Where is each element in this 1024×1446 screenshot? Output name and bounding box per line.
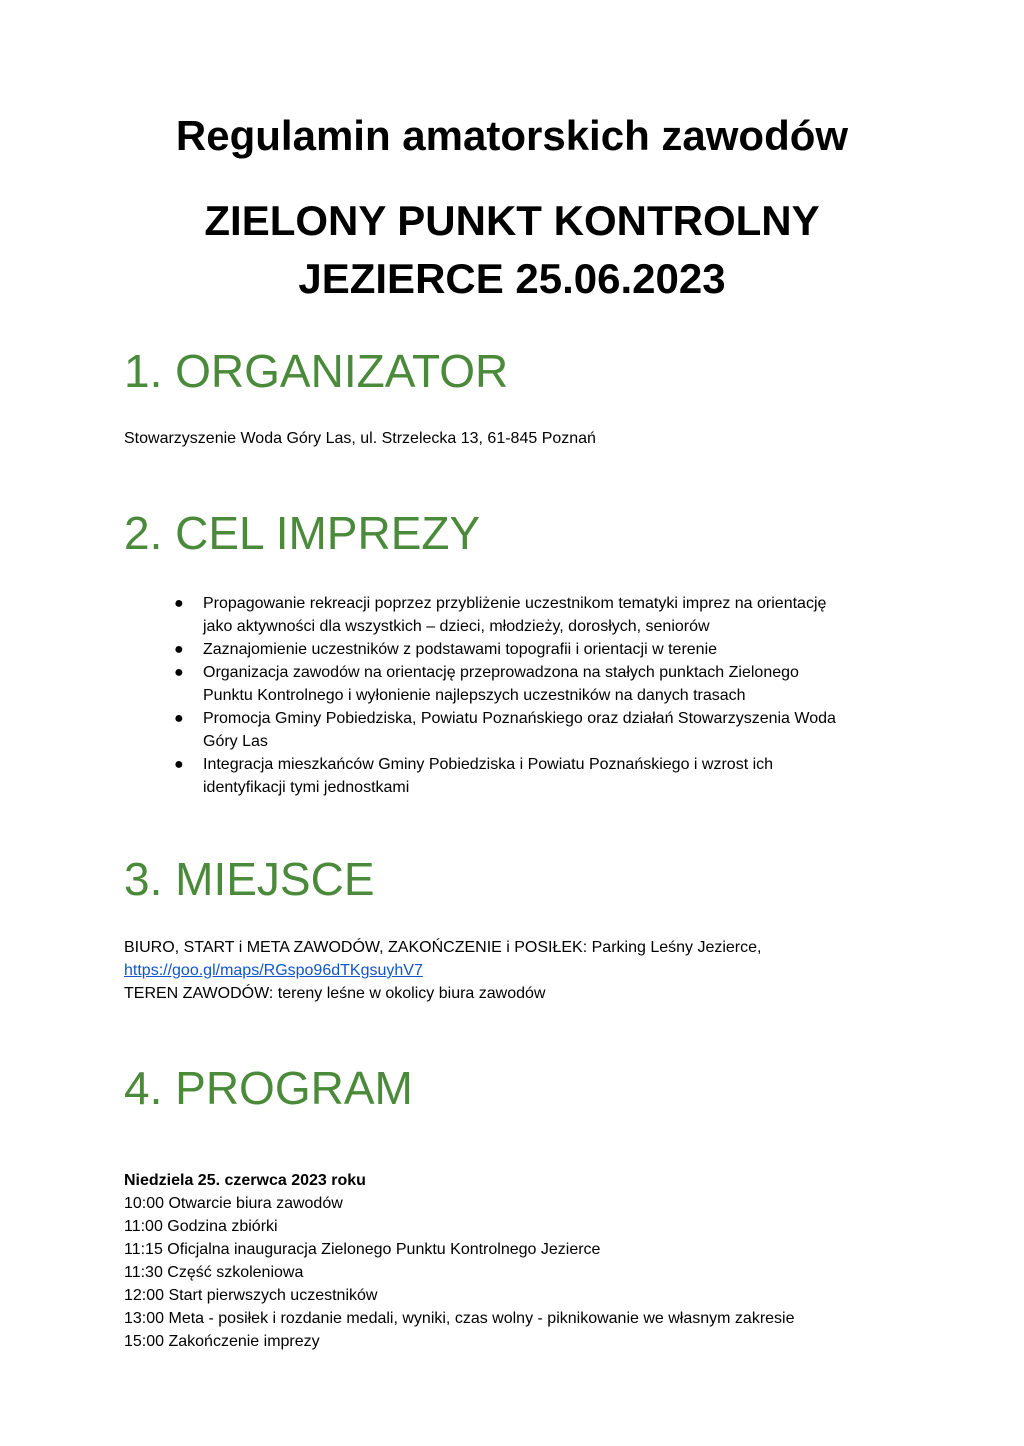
- program-item: 11:15 Oficjalna inauguracja Zielonego Punktu Kontrolnego Jezierce: [124, 1241, 601, 1258]
- office-location-text: BIURO, START i META ZAWODÓW, ZAKOŃCZENIE i POSIŁEK: Parking Leśny Jezierce,: [124, 939, 762, 956]
- list-item-line: Zaznajomienie uczestników z podstawami topografii i orientacji w terenie: [203, 641, 718, 658]
- list-item-line: Propagowanie rekreacji poprzez przybliżenie uczestnikom tematyki imprez na orientację: [203, 595, 827, 612]
- program-date: Niedziela 25. czerwca 2023 roku: [124, 1172, 366, 1189]
- list-item-line: Integracja mieszkańców Gminy Pobiedziska i Powiatu Poznańskiego i wzrost ich: [203, 756, 774, 773]
- map-link[interactable]: https://goo.gl/maps/RGspo96dTKgsuyhV7: [124, 962, 423, 979]
- organizer-text: Stowarzyszenie Woda Góry Las, ul. Strzelecka 13, 61-845 Poznań: [124, 430, 596, 447]
- bullet-icon: ●: [174, 664, 184, 681]
- list-item: [174, 753, 894, 799]
- document-title: Regulamin amatorskich zawodów: [175, 112, 849, 159]
- section-heading-organizer: 1. ORGANIZATOR: [124, 345, 509, 397]
- terrain-text: TEREN ZAWODÓW: tereny leśne w okolicy biura zawodów: [124, 985, 546, 1002]
- program-item: 13:00 Meta - posiłek i rozdanie medali, wyniki, czas wolny - piknikowanie we własnym zakresie: [124, 1310, 795, 1327]
- bullet-icon: ●: [174, 595, 184, 612]
- program-item: 12:00 Start pierwszych uczestników: [124, 1287, 378, 1304]
- program-item: 11:30 Część szkoleniowa: [124, 1264, 304, 1281]
- event-place-date: JEZIERCE 25.06.2023: [298, 255, 726, 302]
- program-block: [124, 1169, 795, 1353]
- program-item: 15:00 Zakończenie imprezy: [124, 1333, 320, 1350]
- list-item: [174, 707, 894, 753]
- list-item-line: Promocja Gminy Pobiedziska, Powiatu Poznańskiego oraz działań Stowarzyszenia Woda: [203, 710, 836, 727]
- section-heading-goal: 2. CEL IMPREZY: [124, 507, 481, 559]
- list-item-line: Góry Las: [203, 733, 268, 750]
- bullet-icon: ●: [174, 641, 184, 658]
- list-item-line: Organizacja zawodów na orientację przeprowadzona na stałych punktach Zielonego: [203, 664, 799, 681]
- event-name: ZIELONY PUNKT KONTROLNY: [204, 197, 820, 244]
- program-item: 11:00 Godzina zbiórki: [124, 1218, 278, 1235]
- list-item: [174, 638, 894, 661]
- list-item-line: jako aktywności dla wszystkich – dzieci, młodzieży, dorosłych, seniorów: [203, 618, 710, 635]
- list-item-line: Punktu Kontrolnego i wyłonienie najlepszych uczestników na danych trasach: [203, 687, 746, 704]
- list-item-line: identyfikacji tymi jednostkami: [203, 779, 410, 796]
- goal-list: [174, 592, 894, 799]
- list-item: [174, 661, 894, 707]
- program-item: 10:00 Otwarcie biura zawodów: [124, 1195, 343, 1212]
- place-block: [124, 936, 761, 1005]
- section-heading-place: 3. MIEJSCE: [124, 853, 375, 905]
- section-heading-program: 4. PROGRAM: [124, 1062, 413, 1114]
- list-item: [174, 592, 894, 638]
- bullet-icon: ●: [174, 710, 184, 727]
- bullet-icon: ●: [174, 756, 184, 773]
